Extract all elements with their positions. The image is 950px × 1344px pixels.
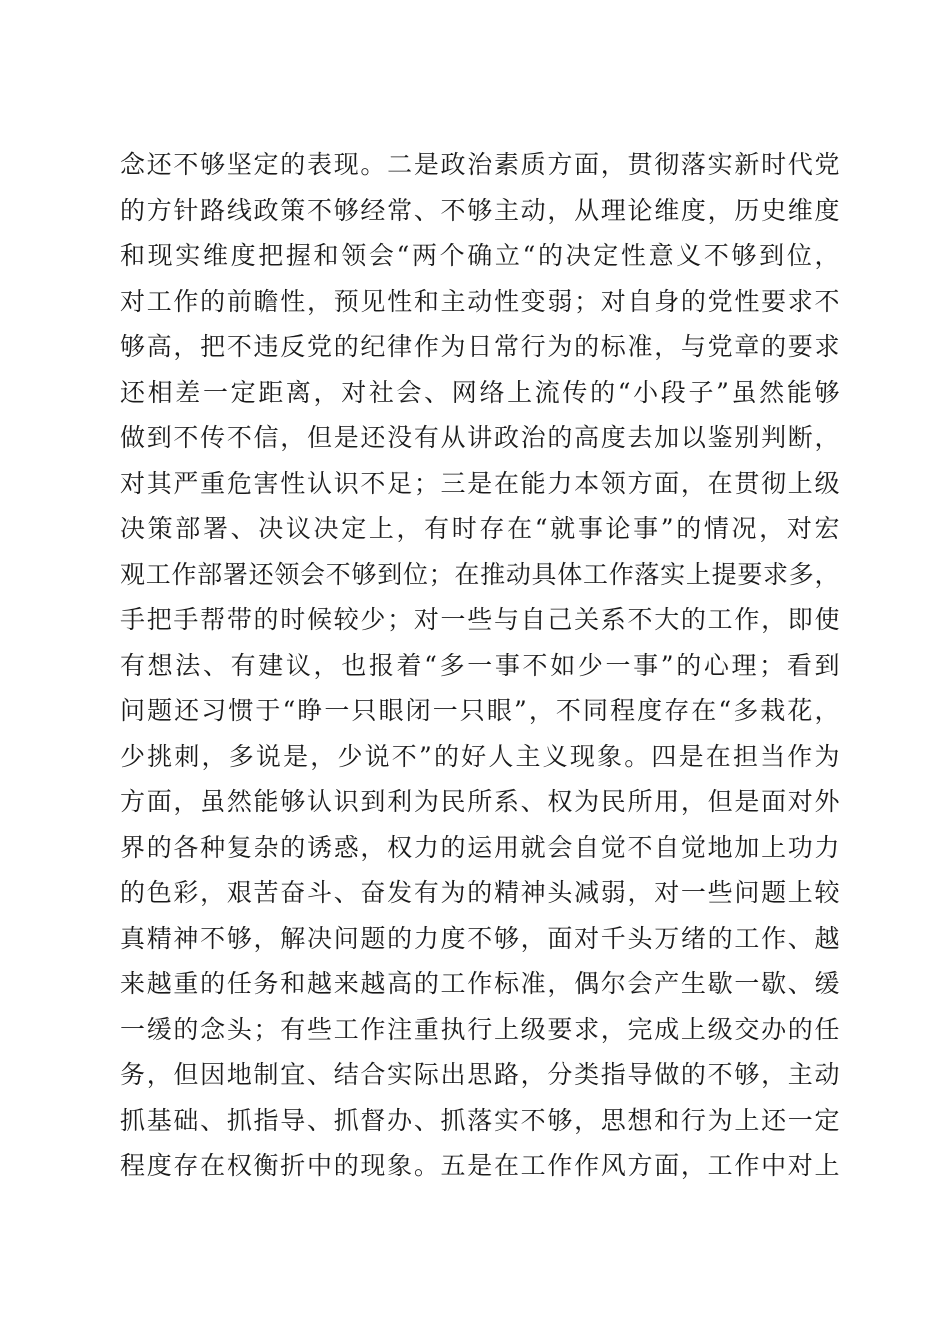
text-line: 观工作部署还领会不够到位；在推动具体工作落实上提要求多， xyxy=(120,559,840,589)
text-line: 对其严重危害性认识不足；三是在能力本领方面，在贯彻上级 xyxy=(120,468,840,498)
text-line: 程度存在权衡折中的现象。五是在工作作风方面，工作中对上 xyxy=(120,1151,840,1180)
text-line: 做到不传不信，但是还没有从讲政治的高度去加以鉴别判断， xyxy=(120,423,840,452)
text-line: 手把手帮带的时候较少；对一些与自己关系不大的工作，即使 xyxy=(120,605,840,634)
text-line: 方面，虽然能够认识到利为民所系、权为民所用，但是面对外 xyxy=(120,787,840,816)
text-line: 的色彩，艰苦奋斗、奋发有为的精神头减弱，对一些问题上较 xyxy=(120,878,840,907)
text-line: 够高，把不违反党的纪律作为日常行为的标准，与党章的要求 xyxy=(120,332,840,361)
text-line: 和现实维度把握和领会“两个确立“的决定性意义不够到位， xyxy=(120,241,840,270)
text-line: 一缓的念头；有些工作注重执行上级要求，完成上级交办的任 xyxy=(120,1014,840,1044)
text-line: 的方针路线政策不够经常、不够主动，从理论维度，历史维度 xyxy=(120,195,840,225)
text-line: 还相差一定距离，对社会、网络上流传的“小段子”虽然能够 xyxy=(120,377,840,407)
text-line: 决策部署、决议决定上，有时存在“就事论事”的情况，对宏 xyxy=(120,514,840,543)
text-line: 念还不够坚定的表现。二是政治素质方面，贯彻落实新时代党 xyxy=(120,150,840,179)
text-line: 少挑刺，多说是，少说不”的好人主义现象。四是在担当作为 xyxy=(120,741,840,771)
body-paragraph xyxy=(120,142,840,1189)
text-line: 抓基础、抓指导、抓督办、抓落实不够，思想和行为上还一定 xyxy=(120,1105,840,1135)
text-line: 对工作的前瞻性，预见性和主动性变弱；对自身的党性要求不 xyxy=(120,286,840,316)
text-line: 务，但因地制宜、结合实际出思路，分类指导做的不够，主动 xyxy=(120,1060,840,1089)
text-line: 问题还习惯于“睁一只眼闭一只眼”，不同程度存在“多栽花， xyxy=(120,696,840,725)
text-line: 界的各种复杂的诱惑，权力的运用就会自觉不自觉地加上功力 xyxy=(120,832,840,862)
text-line: 有想法、有建议，也报着“多一事不如少一事”的心理；看到 xyxy=(120,650,840,680)
text-line: 真精神不够，解决问题的力度不够，面对千头万绪的工作、越 xyxy=(120,923,840,953)
text-line: 来越重的任务和越来越高的工作标准，偶尔会产生歇一歇、缓 xyxy=(120,969,840,998)
